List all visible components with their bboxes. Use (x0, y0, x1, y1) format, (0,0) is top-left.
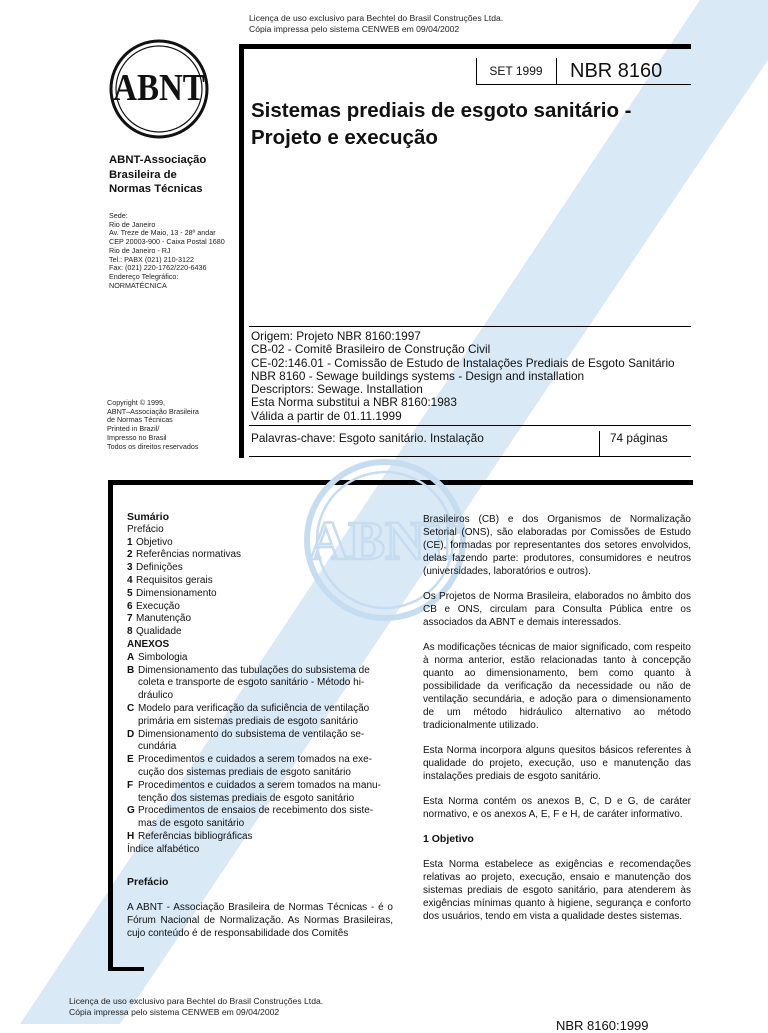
toc-annex-letter: H (127, 830, 135, 842)
paragraph: As modificações técnicas de maior significado, com respeito à norma anterior, estão relacionadas tanto à concepção quanto ao dimensionamento, bem como quanto à possibilidade da verificação da necessidade ou não de ventilação secundária, e adoção para o dimensionamento de um método hidráulico alternativo ao método tradicionalmente utilizado. (423, 642, 691, 731)
toc-item-number: 5 (127, 587, 133, 599)
toc-title: Sumário (127, 511, 170, 523)
paragraph: Esta Norma estabelece as exigências e recomendações relativas ao projeto, execução, ensaio e manutenção dos sistemas prediais de esgoto sanitário, para atenderem às exigências mínimas quanto à higiene, segurança e conforto dos usuários, tendo em vista a qualidade destes sistemas. (423, 859, 691, 922)
keywords-top-rule (249, 425, 691, 426)
next-page-code: NBR 8160:1999 (556, 1018, 649, 1033)
toc-annex-line: Procedimentos e cuidados a serem tomados na manu- (138, 779, 381, 791)
preface-text: A ABNT - Associação Brasileira de Normas Técnicas - é o Fórum Nacional de Normalização. As Normas Brasileiras, cujo conteúdo é de responsabilidade dos Comitês (127, 902, 393, 939)
toc-annex-label (138, 703, 393, 729)
toc-annex[interactable] (127, 805, 393, 831)
license-line: Cópia impressa pelo sistema CENWEB em 09/04/2002 (249, 24, 460, 34)
toc-item[interactable] (127, 588, 393, 601)
toc-annex[interactable] (127, 703, 393, 729)
toc-annex-letter: A (127, 651, 135, 663)
copyright-line: de Normas Técnicas (107, 415, 173, 425)
toc-annex-line: tenção dos sistemas prediais de esgoto sanitário (138, 792, 355, 804)
org-line: ABNT-Associação (109, 154, 207, 166)
top-horizontal-rule (239, 44, 691, 49)
toc-item[interactable] (127, 626, 393, 639)
toc-item-label: Referências normativas (136, 549, 242, 561)
address-line: Fax: (021) 220-1762/220-6436 (109, 263, 207, 273)
toc-annex-line: Modelo para verificação da suficiência de ventilação (138, 702, 370, 714)
toc-annex-label (138, 831, 393, 844)
pages-divider (599, 431, 600, 456)
toc-item-number: 7 (127, 613, 133, 625)
address-line: Tel.: PABX (021) 210-3122 (109, 254, 194, 264)
toc-item-label: Definições (136, 562, 183, 574)
toc-item[interactable] (127, 601, 393, 614)
toc-item-label: Execução (136, 600, 180, 612)
toc-item-number: 2 (127, 549, 133, 561)
origin-line: CB-02 - Comitê Brasileiro de Construção Civil (251, 342, 491, 357)
toc-annex[interactable] (127, 754, 393, 780)
toc-annex-label (138, 780, 393, 806)
toc-annex-letter: B (127, 664, 135, 676)
document-title (251, 97, 632, 151)
toc-annex-label (138, 652, 393, 665)
toc-annex-label (138, 754, 393, 780)
address-line: Rio de Janeiro (109, 219, 156, 229)
toc-item[interactable] (127, 613, 393, 626)
standard-code: NBR 8160 (570, 60, 663, 82)
toc-annex-line: Simbologia (138, 651, 188, 663)
watermark-logo-text: ABNT (308, 510, 462, 571)
license-header (249, 13, 503, 35)
license-footer (69, 996, 323, 1018)
toc-item-label: Requisitos gerais (136, 574, 213, 586)
toc-item-number: 8 (127, 626, 133, 638)
toc-annex-line: dráulico (138, 690, 174, 702)
address-line: Rio de Janeiro - RJ (109, 245, 171, 255)
toc-item-number: 6 (127, 600, 133, 612)
address-line: Av. Treze de Maio, 13 - 28º andar (109, 228, 216, 238)
toc-annex[interactable] (127, 665, 393, 703)
copyright-line: Impresso no Brasil (107, 432, 167, 442)
org-line: Brasileira de (109, 168, 177, 181)
toc-annexes-title: ANEXOS (127, 638, 170, 650)
origin-block (251, 330, 675, 423)
license-line: Licença de uso exclusivo para Bechtel do Brasil Construções Ltda. (249, 13, 504, 23)
paragraph: Brasileiros (CB) e dos Organismos de Normalização Setorial (ONS), são elaboradas por Comissões de Estudo (CE), formadas por representantes dos setores envolvidos, delas fazendo parte: produtores, consumidores e neutros (universidades, laboratórios e outros). (423, 514, 691, 577)
toc-item-number: 4 (127, 574, 133, 586)
toc-item-number: 1 (127, 536, 133, 548)
left-vertical-rule (239, 44, 244, 458)
copyright-block (107, 399, 199, 451)
toc-annex-line: mas de esgoto sanitário (138, 818, 245, 830)
toc-annex-line: Dimensionamento das tubulações do subsistema de (138, 664, 370, 676)
toc-annex-line: cução dos sistemas prediais de esgoto sanitário (138, 766, 351, 778)
origin-line: Descriptors: Sewage. Installation (251, 382, 423, 397)
copyright-line: Printed in Brazil/ (107, 424, 160, 434)
toc-annex-line: Procedimentos de ensaios de recebimento dos siste- (138, 805, 374, 817)
page-count: 74 páginas (610, 431, 668, 445)
toc-item[interactable] (127, 562, 393, 575)
toc-item[interactable] (127, 537, 393, 550)
organization-name (109, 153, 206, 197)
body-left-rule (108, 480, 113, 971)
toc-annex-line: coleta e transporte de esgoto sanitário - Método hi- (138, 677, 365, 689)
toc-annex-label (138, 729, 393, 755)
title-line: Sistemas prediais de esgoto sanitário - (251, 99, 632, 122)
copyright-line: Copyright © 1999, (107, 398, 166, 407)
toc-annex[interactable] (127, 831, 393, 844)
toc-item-label: Manutenção (136, 613, 192, 625)
org-line: Normas Técnicas (109, 183, 203, 195)
body-bottom-corner-rule (108, 967, 144, 971)
toc-annex[interactable] (127, 652, 393, 665)
toc-annex[interactable] (127, 729, 393, 755)
address-line: NORMATÉCNICA (109, 280, 167, 290)
toc-annex-line: cundária (138, 741, 177, 753)
toc-item[interactable] (127, 575, 393, 588)
address-line: Endereço Telegráfico: (109, 271, 179, 281)
code-box-bottom-rule (476, 84, 691, 85)
toc-annex[interactable] (127, 780, 393, 806)
toc-annex-line: primária em sistemas prediais de esgoto sanitário (138, 715, 359, 727)
publication-date: SET 1999 (489, 64, 543, 78)
origin-line: NBR 8160 - Sewage buildings systems - Design and installation (251, 368, 585, 383)
toc-annex-letter: C (127, 702, 135, 714)
paragraph: Esta Norma contém os anexos B, C, D e G, de caráter normativo, e os anexos A, E, F e H, de caráter informativo. (423, 796, 691, 820)
address-line: CEP 20003-900 - Caixa Postal 1680 (109, 237, 225, 247)
address-block (109, 212, 225, 290)
logo-text: ABNT (113, 65, 205, 109)
toc-item-index[interactable]: Índice alfabético (127, 843, 200, 855)
toc-annex-letter: D (127, 728, 135, 740)
toc-annex-letter: F (127, 779, 134, 791)
origin-line: Esta Norma substitui a NBR 8160:1983 (251, 395, 457, 410)
toc-annex-line: Procedimentos e cuidados a serem tomados na exe- (138, 754, 373, 766)
preface-heading: Prefácio (127, 876, 169, 888)
copyright-line: Todos os direitos reservados (107, 441, 199, 451)
toc-annex-label (138, 805, 393, 831)
abnt-logo-icon (108, 38, 210, 140)
origin-line: CE-02:146.01 - Comissão de Estudo de Instalações Prediais de Esgoto Sanitário (251, 355, 675, 370)
toc-annex-label (138, 665, 393, 703)
copyright-line: ABNT–Associação Brasileira (107, 406, 199, 416)
toc-item-label: Qualidade (136, 626, 182, 638)
license-line: Cópia impressa pelo sistema CENWEB em 09/04/2002 (69, 1007, 280, 1017)
origin-line: Válida a partir de 01.11.1999 (251, 408, 402, 423)
toc-item-label: Objetivo (136, 536, 173, 548)
toc-annex-letter: E (127, 754, 134, 766)
toc-item-label: Dimensionamento (136, 587, 217, 599)
address-line: Sede: (109, 211, 128, 220)
origin-top-rule (249, 326, 691, 327)
toc-item-preface[interactable]: Prefácio (127, 523, 164, 535)
paragraph: Esta Norma incorpora alguns quesitos básicos referentes à qualidade do projeto, execução, uso e manutenção das instalações prediais de esgoto sanitário. (423, 745, 691, 782)
license-line: Licença de uso exclusivo para Bechtel do Brasil Construções Ltda. (69, 996, 324, 1006)
table-of-contents (127, 511, 393, 857)
toc-item[interactable] (127, 549, 393, 562)
toc-annex-line: Dimensionamento do subsistema de ventilação se- (138, 728, 365, 740)
paragraph: Os Projetos de Norma Brasileira, elaborados no âmbito dos CB e ONS, circulam para Consulta Pública entre os associados da ABNT e demais interessados. (423, 591, 691, 628)
toc-annex-letter: G (127, 805, 135, 817)
origin-line: Origem: Projeto NBR 8160:1997 (251, 329, 421, 343)
section-heading-objective: 1 Objetivo (423, 833, 474, 845)
keywords: Palavras-chave: Esgoto sanitário. Instalação (251, 431, 484, 445)
title-line: Projeto e execução (251, 126, 438, 149)
toc-item-number: 3 (127, 562, 133, 574)
body-right-column (423, 513, 691, 935)
toc-annex-line: Referências bibliográficas (138, 830, 253, 842)
